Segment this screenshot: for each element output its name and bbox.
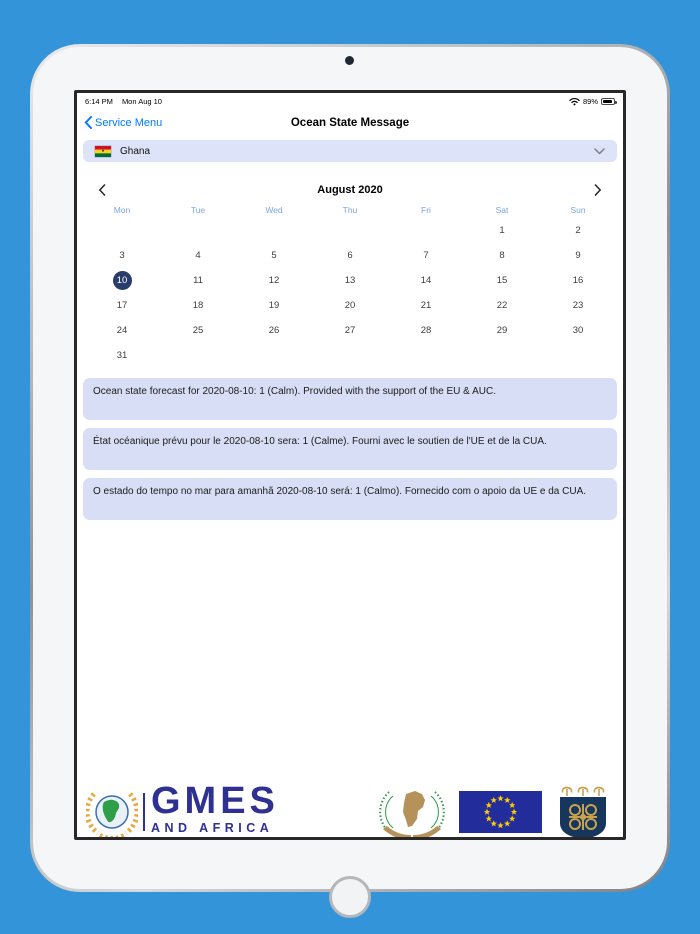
calendar-day[interactable]: 17 [116,300,128,311]
battery-percent: 89% [582,96,598,106]
status-time: 6:14 PM [85,96,113,106]
chevron-left-icon [98,184,106,196]
status-bar [77,93,623,109]
calendar-day-empty [236,343,312,368]
app-screen [74,90,626,840]
calendar-day[interactable]: 15 [496,275,508,286]
country-selector-value: Ghana [120,145,151,157]
calendar-day-empty [540,343,616,368]
calendar-day[interactable]: 19 [268,300,280,311]
calendar [84,181,616,368]
calendar-day[interactable]: 26 [268,325,280,336]
gmes-globe-icon [86,787,138,840]
calendar-day[interactable]: 16 [572,275,584,286]
calendar-day-empty [312,218,388,243]
navigation-bar [77,109,623,136]
calendar-day-empty [160,218,236,243]
weekday-label: Tue [190,205,206,215]
calendar-day[interactable]: 29 [496,325,508,336]
weekday-label: Sun [570,205,586,215]
calendar-day[interactable]: 12 [268,275,280,286]
forecast-messages [83,378,617,520]
home-button[interactable] [329,876,371,918]
calendar-day[interactable]: 20 [344,300,356,311]
weekday-label: Wed [265,205,283,215]
calendar-day[interactable]: 14 [420,275,432,286]
calendar-day-empty [160,343,236,368]
calendar-day[interactable]: 24 [116,325,128,336]
gmes-africa-logo [151,782,279,835]
weekday-label: Thu [342,205,358,215]
heraldic-shield-logo [558,786,608,840]
calendar-month-title: August 2020 [317,184,383,196]
chevron-left-icon [84,116,92,129]
chevron-right-icon [594,184,602,196]
calendar-day[interactable]: 8 [499,250,505,261]
calendar-day[interactable]: 27 [344,325,356,336]
page-title: Ocean State Message [290,116,410,129]
weekday-label: Sat [495,205,509,215]
african-union-logo [373,787,451,840]
calendar-day[interactable]: 31 [116,350,128,361]
back-button-label: Service Menu [95,116,163,129]
forecast-message-en: Ocean state forecast for 2020-08-10: 1 (Calm). Provided with the support of the EU & AUC. [83,378,617,420]
calendar-day[interactable]: 2 [575,225,581,236]
calendar-day[interactable]: 7 [423,250,429,261]
calendar-day[interactable]: 18 [192,300,204,311]
gmes-divider [143,793,145,831]
gmes-logo-subtitle: AND AFRICA [151,821,274,835]
calendar-day[interactable]: 6 [347,250,353,261]
calendar-day[interactable]: 9 [575,250,581,261]
calendar-day-empty [464,343,540,368]
chevron-down-icon [594,148,605,155]
calendar-day[interactable]: 23 [572,300,584,311]
calendar-day-empty [84,218,160,243]
calendar-day[interactable]: 3 [119,250,125,261]
calendar-day[interactable]: 5 [271,250,277,261]
calendar-next-button[interactable] [590,182,606,198]
calendar-day[interactable]: 11 [193,275,203,286]
calendar-day[interactable]: 1 [499,225,505,236]
weekday-label: Fri [421,205,431,215]
calendar-day[interactable]: 13 [344,275,356,286]
footer-logos [77,780,623,840]
calendar-day-empty [236,218,312,243]
calendar-day[interactable]: 28 [420,325,432,336]
eu-flag-logo [459,791,542,833]
calendar-day[interactable]: 10 [84,268,160,293]
ghana-flag-icon [95,146,111,157]
forecast-message-pt: O estado do tempo no mar para amanhã 2020-08-10 será: 1 (Calmo). Fornecido com o apoio da UE e da CUA. [83,478,617,520]
front-camera [345,56,354,65]
forecast-message-fr: État océanique prévu pour le 2020-08-10 sera: 1 (Calme). Fourni avec le soutien de l'UE et de la CUA. [83,428,617,470]
calendar-day-empty [312,343,388,368]
weekday-label: Mon [113,205,131,215]
wifi-icon [569,97,580,106]
calendar-day[interactable]: 4 [195,250,201,261]
calendar-day[interactable]: 22 [496,300,508,311]
calendar-day[interactable]: 30 [572,325,584,336]
calendar-day-empty [388,343,464,368]
battery-icon [601,98,615,105]
calendar-grid [84,218,616,368]
calendar-day[interactable]: 25 [192,325,204,336]
back-button[interactable] [84,109,162,136]
status-date: Mon Aug 10 [121,96,162,106]
gmes-logo-title: GMES [151,780,279,822]
calendar-day[interactable]: 21 [420,300,432,311]
weekday-row [84,204,616,216]
calendar-prev-button[interactable] [94,182,110,198]
country-selector[interactable] [83,140,617,162]
calendar-day-empty [388,218,464,243]
